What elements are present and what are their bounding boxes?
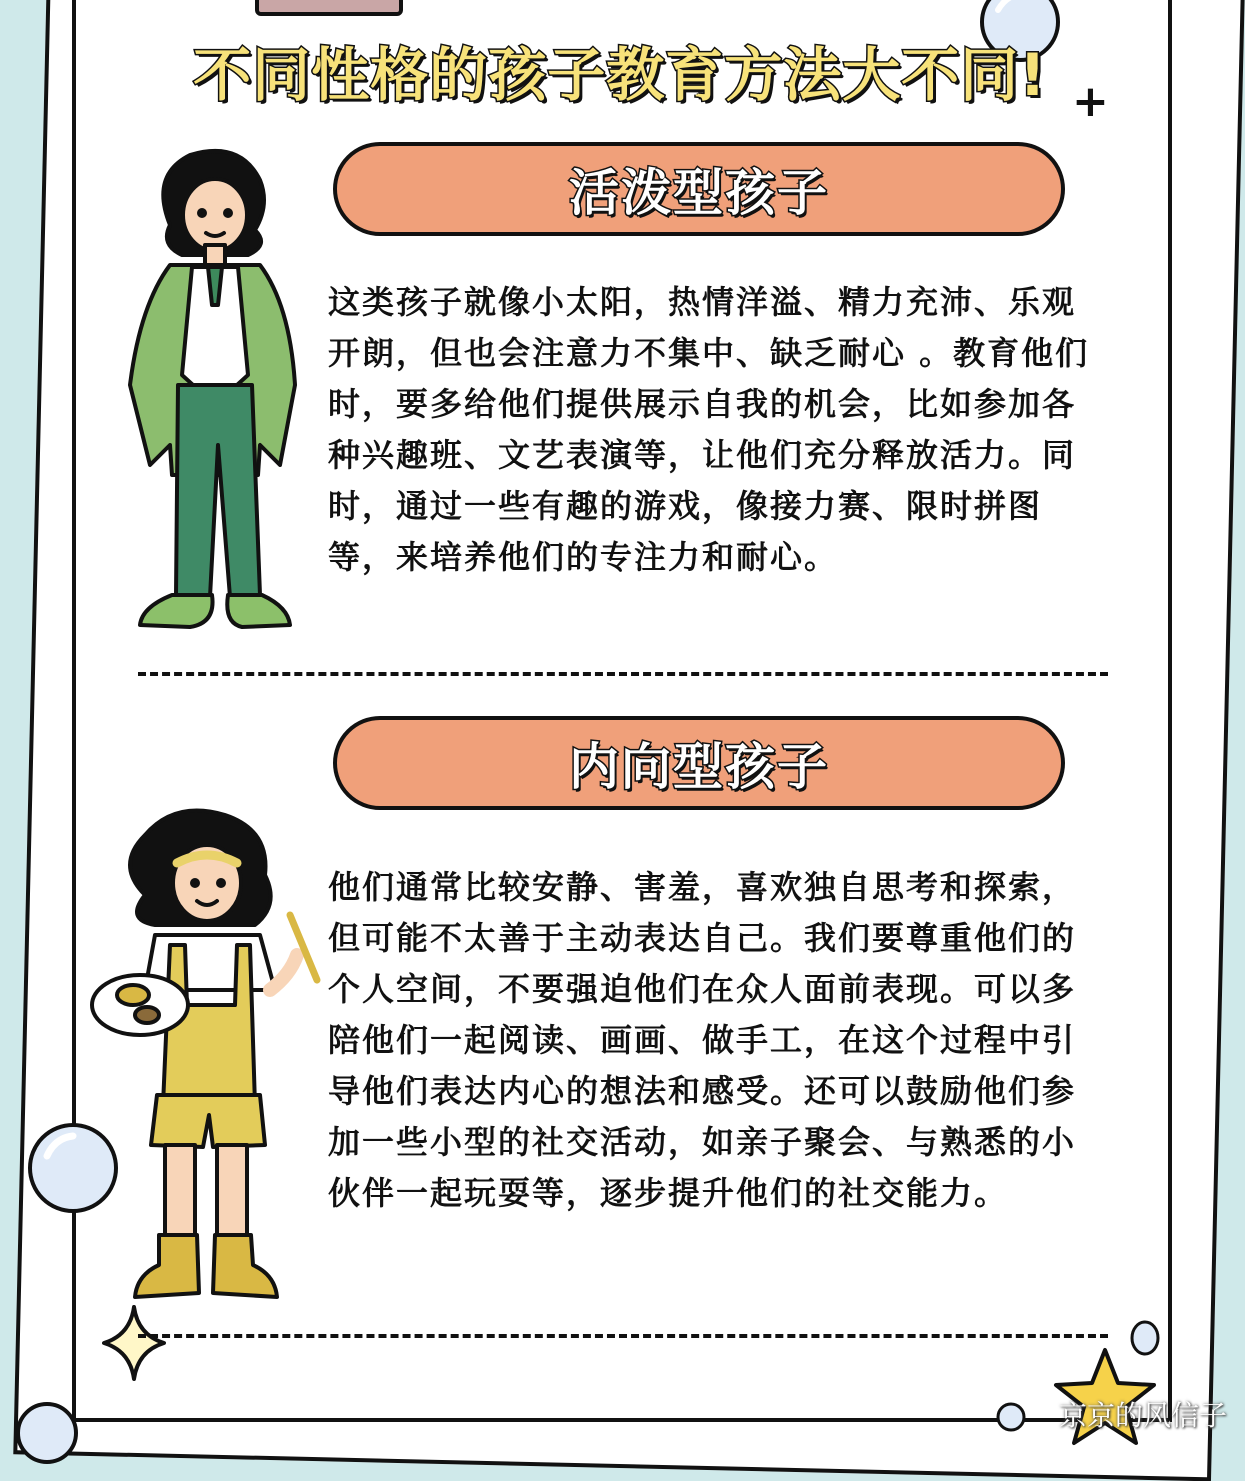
section-body-text: 这类孩子就像小太阳，热情洋溢、精力充沛、乐观开朗，但也会注意力不集中、缺乏耐心 。教育他们时，要多给他们提供展示自我的机会，比如参加各种兴趣班、文艺表演等，让他们充分释放活力。同时，通过一些有趣的游戏，像接力赛、限时拼图等，来培养他们的专注力和耐心。 — [328, 283, 1090, 576]
section-heading: 内向型孩子 — [569, 738, 829, 796]
plus-icon: + — [1072, 76, 1109, 127]
section-divider — [138, 672, 1108, 676]
introverted-child-illustration — [85, 805, 325, 1315]
section-divider — [138, 1334, 1108, 1338]
section-heading: 活泼型孩子 — [569, 164, 829, 222]
top-tab-decoration — [255, 0, 403, 16]
page-title: 不同性格的孩子教育方法大不同! — [193, 41, 1047, 109]
section-heading-pill — [333, 142, 1065, 236]
watermark: 京京的风信子 — [1058, 1400, 1227, 1431]
lively-child-illustration — [120, 145, 310, 645]
bubble-icon — [994, 1400, 1028, 1434]
section-body-text: 他们通常比较安静、害羞，喜欢独自思考和探索，但可能不太善于主动表达自己。我们要尊重他们的个人空间，不要强迫他们在众人面前表现。可以多陪他们一起阅读、画画、做手工，在这个过程中引导他们表达内心的想法和感受。还可以鼓励他们参加一些小型的社交活动，如亲子聚会、与熟悉的小伙伴一起玩耍等，逐步提升他们的社交能力。 — [328, 868, 1077, 1212]
bubble-icon — [14, 1400, 80, 1466]
section-heading-pill — [333, 716, 1065, 810]
sparkle-star-icon — [102, 1305, 166, 1381]
